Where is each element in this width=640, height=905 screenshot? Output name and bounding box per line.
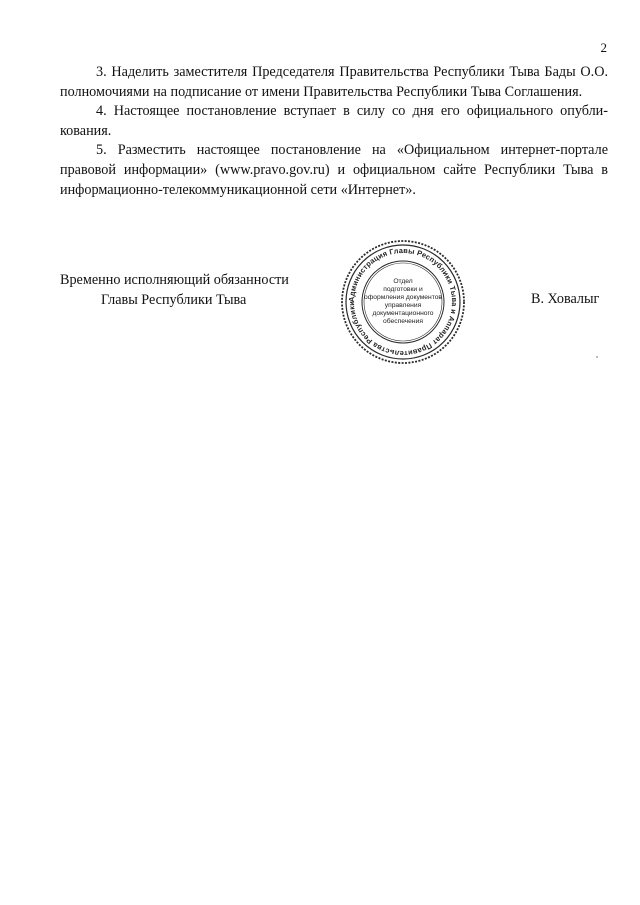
document-body (60, 63, 608, 200)
seal-center-line: управления (384, 302, 422, 309)
signer-position-line1: Временно исполняющий обязанности (60, 272, 289, 288)
seal-center-line: Отдел (393, 278, 413, 285)
paragraph-5: 5. Разместить настоящее постановление на «Официальном интернет-портале правовой информации» (www.pravo.gov.ru) и официальном сайте Республики Тыва в информационно-телекоммуникационной сети «Интернет». (60, 142, 608, 198)
seal-center-line: обеспечения (383, 318, 423, 325)
scan-artifact (596, 356, 598, 358)
seal-center-line: подготовки и (383, 286, 423, 293)
seal-ring-text: Администрация Главы Республики Тыва и Аппарат Правительства Республики (346, 245, 460, 359)
seal-center-line: документационного (372, 310, 434, 317)
signer-name: В. Ховалыг (531, 291, 600, 307)
paragraph-4: 4. Настоящее постановление вступает в силу со дня его официального опубли-кования. (60, 103, 608, 139)
page-number: 2 (600, 40, 607, 55)
signer-position (60, 271, 320, 310)
seal-center-text (366, 265, 440, 339)
seal-center-line: оформления документов (364, 294, 442, 301)
official-seal (338, 237, 468, 367)
signer-position-line2: Главы Республики Тыва (101, 291, 247, 308)
paragraph-3: 3. Наделить заместителя Председателя Правительства Республики Тыва Бады О.О. полномочиями на подписание от имени Правительства Республики Тыва Соглашения. (60, 64, 608, 100)
